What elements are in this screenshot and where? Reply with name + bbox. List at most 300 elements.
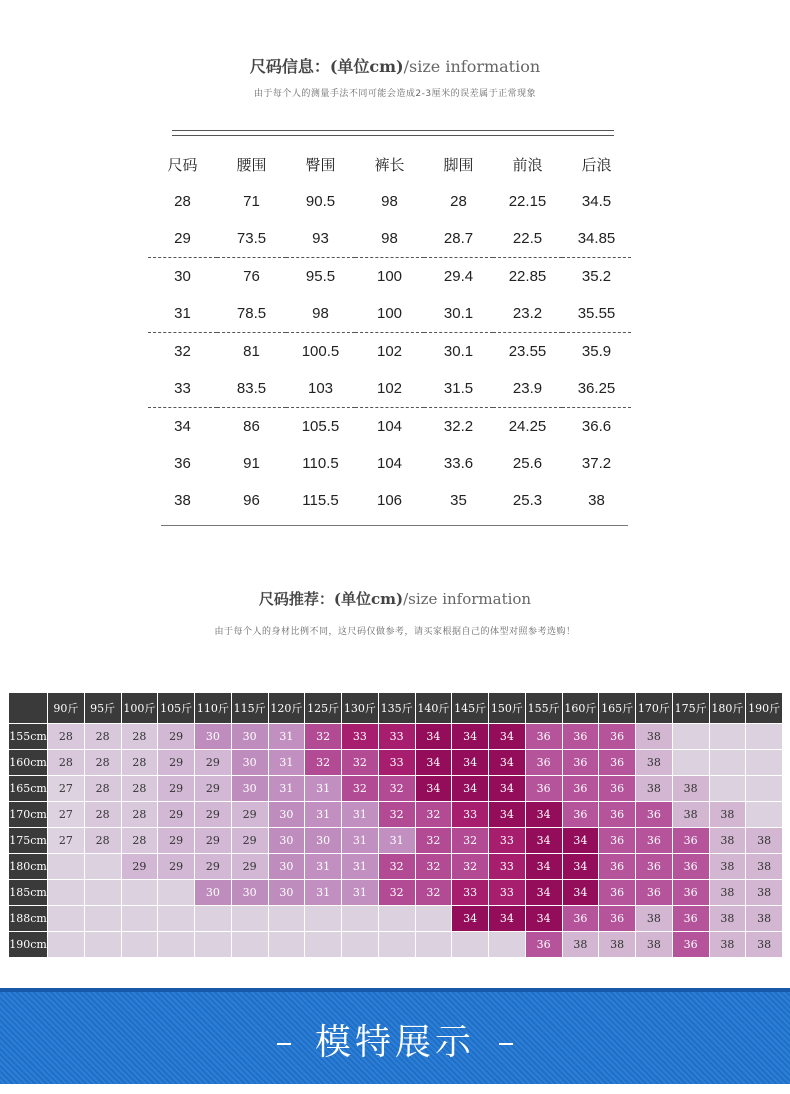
size-grid-cell: 31: [269, 776, 305, 801]
size-cell: 91: [243, 455, 260, 472]
size-grid-cell: [673, 724, 709, 749]
size-cell: 24.25: [493, 408, 562, 446]
size-cell: 95.5: [286, 258, 355, 296]
size-cell: 100: [376, 305, 403, 322]
size-grid-cell: 29: [195, 854, 231, 879]
size-grid-cell: 32: [342, 750, 378, 775]
size-header-cell: 尺码: [167, 157, 198, 174]
size-cell: 81: [217, 333, 286, 371]
size-grid-cell: 28: [85, 724, 121, 749]
size-grid-cell: 29: [158, 776, 194, 801]
height-label-cell: 175cm: [9, 828, 47, 853]
size-grid-cell: 27: [48, 776, 84, 801]
size-grid-cell: 34: [526, 828, 562, 853]
size-grid-cell: [673, 750, 709, 775]
size-grid-cell: 28: [85, 750, 121, 775]
size-info-title-en: /size information: [403, 57, 541, 76]
size-grid-cell: 29: [158, 854, 194, 879]
size-cell: 90.5: [305, 193, 336, 210]
size-grid-cell: 38: [710, 880, 746, 905]
size-grid-cell: 30: [232, 724, 268, 749]
table-row: [148, 220, 631, 258]
size-cell: 22.15: [508, 193, 547, 210]
size-grid-cell: 36: [563, 802, 599, 827]
size-info-note: 由于每个人的测量手法不同可能会造成2-3厘米的误差属于正常现象: [253, 89, 537, 99]
size-grid-cell: 38: [636, 750, 672, 775]
size-cell: 73.5: [236, 230, 267, 247]
size-grid-cell: 29: [232, 828, 268, 853]
size-cell: 35.9: [562, 333, 631, 371]
size-grid-cell: 36: [526, 932, 562, 957]
size-cell: 76: [217, 258, 286, 296]
height-label-cell: 180cm: [9, 854, 47, 879]
size-grid-cell: [158, 932, 194, 957]
size-grid-cell: 28: [48, 750, 84, 775]
size-grid-cell: 36: [599, 802, 635, 827]
size-grid-cell: 34: [416, 724, 452, 749]
size-grid-cell: 31: [305, 802, 341, 827]
size-cell: 35.2: [562, 258, 631, 296]
size-grid-cell: [48, 932, 84, 957]
table-row: [148, 258, 631, 296]
size-grid-cell: 36: [673, 932, 709, 957]
size-grid-cell: 33: [342, 724, 378, 749]
size-cell: 96: [243, 492, 260, 509]
size-cell: 34.85: [577, 230, 616, 247]
banner-title-row: [0, 1014, 790, 1065]
banner-left-dash: [277, 1043, 291, 1045]
size-grid-cell: 31: [269, 724, 305, 749]
size-grid-cell: 29: [195, 750, 231, 775]
table-row: [148, 408, 631, 446]
weight-header-cell: 180斤: [710, 693, 746, 723]
size-grid-cell: 31: [305, 880, 341, 905]
size-cell: 29: [174, 230, 191, 247]
weight-header-cell: 125斤: [305, 693, 341, 723]
size-grid-cell: [710, 776, 746, 801]
size-cell: 23.2: [512, 305, 543, 322]
size-grid-cell: 32: [379, 802, 415, 827]
size-cell: 104: [376, 455, 403, 472]
size-grid-cell: [452, 932, 488, 957]
size-grid-cell: 36: [599, 750, 635, 775]
size-grid-cell: 38: [746, 828, 782, 853]
size-cell: 86: [217, 408, 286, 446]
size-cell: 31: [174, 305, 191, 322]
size-cell: 78.5: [236, 305, 267, 322]
size-grid-cell: 34: [563, 854, 599, 879]
size-grid-cell: [379, 932, 415, 957]
size-grid-cell: 29: [158, 802, 194, 827]
size-grid-cell: 36: [673, 854, 709, 879]
size-grid-cell: 30: [232, 776, 268, 801]
size-grid-cell: 28: [122, 776, 158, 801]
size-grid-cell: 28: [122, 802, 158, 827]
size-grid-cell: 29: [195, 776, 231, 801]
size-cell: 33: [174, 380, 191, 397]
weight-header-cell: 170斤: [636, 693, 672, 723]
size-grid-cell: 38: [673, 802, 709, 827]
size-grid-cell: 32: [416, 828, 452, 853]
size-grid-cell: [305, 932, 341, 957]
size-cell: 36.6: [562, 408, 631, 446]
size-cell: 36: [174, 455, 191, 472]
top-faint-strip: [0, 0, 790, 6]
size-grid-cell: 29: [195, 828, 231, 853]
size-grid-cell: 34: [489, 906, 525, 931]
size-grid-cell: [746, 750, 782, 775]
weight-header-cell: 145斤: [452, 693, 488, 723]
size-cell: 30: [148, 258, 217, 296]
size-grid-cell: [85, 906, 121, 931]
size-grid-cell: [416, 906, 452, 931]
size-grid-cell: [710, 724, 746, 749]
size-cell: 28: [174, 193, 191, 210]
size-grid-cell: 38: [746, 880, 782, 905]
size-cell: 28: [450, 193, 467, 210]
size-grid-cell: 34: [526, 880, 562, 905]
size-grid-cell: 30: [269, 854, 305, 879]
size-cell: 32.2: [424, 408, 493, 446]
size-cell: 31.5: [443, 380, 474, 397]
size-grid-cell: [342, 932, 378, 957]
size-grid-cell: 34: [526, 854, 562, 879]
size-grid-cell: 31: [379, 828, 415, 853]
weight-header-cell: 130斤: [342, 693, 378, 723]
size-header-cell: 臀围: [305, 157, 336, 174]
size-grid-cell: 32: [416, 802, 452, 827]
banner-right-dash: [499, 1043, 513, 1045]
size-cell: 22.85: [493, 258, 562, 296]
size-grid-cell: 30: [195, 724, 231, 749]
size-grid-cell: [48, 880, 84, 905]
size-grid-cell: 31: [305, 776, 341, 801]
size-grid-cell: [379, 906, 415, 931]
size-grid-cell: 38: [710, 932, 746, 957]
size-grid-cell: 33: [489, 828, 525, 853]
weight-header-cell: 165斤: [599, 693, 635, 723]
size-grid-cell: 38: [636, 776, 672, 801]
size-grid-cell: [122, 906, 158, 931]
size-table-header: [148, 146, 631, 183]
size-grid-cell: 32: [416, 880, 452, 905]
height-label-cell: 155cm: [9, 724, 47, 749]
size-cell: 102: [355, 333, 424, 371]
size-grid-cell: 33: [452, 880, 488, 905]
size-grid-cell: [746, 802, 782, 827]
size-cell: 105.5: [286, 408, 355, 446]
size-cell: 33.6: [443, 455, 474, 472]
size-cell: 34.5: [581, 193, 612, 210]
size-grid-cell: 30: [232, 880, 268, 905]
size-cell: 25.3: [512, 492, 543, 509]
size-grid-cell: 34: [452, 724, 488, 749]
weight-header-cell: 175斤: [673, 693, 709, 723]
size-cell: 110.5: [302, 455, 339, 472]
size-grid-cell: 28: [85, 776, 121, 801]
size-grid-cell: 31: [342, 880, 378, 905]
size-grid-cell: 38: [746, 906, 782, 931]
size-grid-cell: 29: [195, 802, 231, 827]
size-grid-cell: 28: [48, 724, 84, 749]
size-grid-cell: 34: [489, 802, 525, 827]
size-grid-cell: 38: [746, 854, 782, 879]
size-grid-cell: 36: [526, 776, 562, 801]
size-grid-cell: 28: [122, 750, 158, 775]
size-grid-cell: 31: [269, 750, 305, 775]
weight-header-cell: 155斤: [526, 693, 562, 723]
size-cell: 115.5: [302, 492, 339, 509]
size-grid-cell: 29: [158, 828, 194, 853]
size-grid-cell: [416, 932, 452, 957]
size-grid-cell: 34: [526, 906, 562, 931]
size-grid-cell: 32: [452, 854, 488, 879]
table-row: [148, 295, 631, 333]
weight-header-cell: 105斤: [158, 693, 194, 723]
size-cell: 103: [307, 380, 334, 397]
table-row: [148, 370, 631, 408]
size-grid-cell: 36: [673, 906, 709, 931]
size-grid-cell: 38: [710, 854, 746, 879]
size-grid-cell: 28: [122, 724, 158, 749]
size-grid-cell: 36: [599, 906, 635, 931]
size-grid-cell: 33: [452, 802, 488, 827]
height-label-cell: 170cm: [9, 802, 47, 827]
size-grid-cell: 36: [636, 828, 672, 853]
size-grid-cell: 28: [85, 802, 121, 827]
size-grid-cell: [195, 906, 231, 931]
size-header-cell: 腰围: [236, 157, 267, 174]
size-grid-cell: [489, 932, 525, 957]
size-grid-cell: 36: [636, 802, 672, 827]
model-display-banner: [0, 988, 790, 1084]
size-grid-cell: 38: [710, 828, 746, 853]
size-grid-cell: 36: [526, 750, 562, 775]
size-cell: 35.55: [577, 305, 616, 322]
size-cell: 100: [355, 258, 424, 296]
size-info-title: [0, 54, 790, 77]
size-header-cell: 后浪: [581, 157, 612, 174]
size-grid-cell: 32: [342, 776, 378, 801]
size-grid-cell: 34: [489, 776, 525, 801]
size-grid-cell: [269, 906, 305, 931]
size-grid-cell: 34: [452, 750, 488, 775]
weight-header-cell: 115斤: [232, 693, 268, 723]
size-grid-cell: [305, 906, 341, 931]
table-row: [148, 482, 631, 519]
weight-header-cell: 95斤: [85, 693, 121, 723]
size-grid-cell: 34: [416, 776, 452, 801]
size-grid-cell: 30: [269, 828, 305, 853]
size-cell: 34: [148, 408, 217, 446]
size-table-body: [148, 183, 631, 519]
size-cell: 102: [376, 380, 403, 397]
size-grid-cell: 38: [636, 724, 672, 749]
size-grid-cell: 30: [269, 802, 305, 827]
size-grid-cell: 34: [526, 802, 562, 827]
size-grid-cell: 29: [232, 802, 268, 827]
size-header-cell: 裤长: [374, 157, 405, 174]
size-grid-cell: 27: [48, 828, 84, 853]
size-grid-cell: 32: [416, 854, 452, 879]
size-cell: 25.6: [512, 455, 543, 472]
weight-header-cell: 120斤: [269, 693, 305, 723]
size-grid-cell: 38: [563, 932, 599, 957]
size-cell: 38: [588, 492, 605, 509]
size-grid-cell: 38: [636, 906, 672, 931]
size-grid-cell: 36: [526, 724, 562, 749]
size-grid-cell: 36: [599, 724, 635, 749]
table-row: [148, 183, 631, 220]
size-cell: 104: [355, 408, 424, 446]
size-cell: 98: [381, 193, 398, 210]
size-grid-cell: 36: [599, 828, 635, 853]
size-grid-cell: 36: [599, 880, 635, 905]
size-grid-cell: [746, 776, 782, 801]
size-cell: 98: [312, 305, 329, 322]
weight-header-cell: 140斤: [416, 693, 452, 723]
size-grid-cell: 32: [305, 724, 341, 749]
double-rule-divider: [172, 130, 614, 136]
size-info-title-cn: 尺码信息：(单位cm): [249, 57, 404, 76]
weight-header-cell: 160斤: [563, 693, 599, 723]
size-header-cell: 脚围: [443, 157, 474, 174]
recommend-title-en: /size information: [403, 590, 532, 608]
recommend-title: [0, 588, 790, 609]
size-grid-cell: 29: [158, 750, 194, 775]
size-grid-cell: 36: [563, 750, 599, 775]
size-cell: 71: [243, 193, 260, 210]
size-grid-cell: [158, 906, 194, 931]
size-grid-cell: 34: [563, 880, 599, 905]
size-cell: 98: [381, 230, 398, 247]
size-grid-cell: [342, 906, 378, 931]
size-grid-cell: 34: [452, 906, 488, 931]
size-grid-cell: 30: [269, 880, 305, 905]
size-cell: 83.5: [236, 380, 267, 397]
size-grid-cell: 36: [599, 776, 635, 801]
recommend-title-cn: 尺码推荐：(单位cm): [258, 590, 404, 608]
size-grid-cell: 28: [122, 828, 158, 853]
weight-header-cell: 110斤: [195, 693, 231, 723]
size-grid-cell: 38: [746, 932, 782, 957]
weight-header-cell: 150斤: [489, 693, 525, 723]
size-grid-cell: 32: [379, 776, 415, 801]
table-row: [148, 445, 631, 482]
size-grid-cell: 29: [122, 854, 158, 879]
size-grid-cell: 30: [232, 750, 268, 775]
size-table-bottom-rule: [161, 525, 628, 526]
size-grid-cell: 34: [416, 750, 452, 775]
size-grid-cell: 31: [305, 854, 341, 879]
height-label-cell: 188cm: [9, 906, 47, 931]
size-cell: 23.9: [512, 380, 543, 397]
size-grid-cell: 31: [342, 802, 378, 827]
recommend-grid: [9, 693, 782, 957]
size-grid-cell: 34: [489, 750, 525, 775]
weight-header-cell: 100斤: [122, 693, 158, 723]
size-grid-cell: 34: [489, 724, 525, 749]
size-grid-cell: 33: [489, 854, 525, 879]
size-grid-cell: 36: [673, 880, 709, 905]
size-grid-cell: [48, 906, 84, 931]
height-label-cell: 185cm: [9, 880, 47, 905]
size-header-cell: 前浪: [512, 157, 543, 174]
size-cell: 23.55: [493, 333, 562, 371]
size-grid-cell: [85, 932, 121, 957]
size-cell: 32: [148, 333, 217, 371]
size-grid-cell: 30: [195, 880, 231, 905]
size-grid-cell: [710, 750, 746, 775]
size-cell: 37.2: [581, 455, 612, 472]
size-cell: 100.5: [286, 333, 355, 371]
size-grid-cell: 33: [379, 750, 415, 775]
size-grid-cell: 32: [452, 828, 488, 853]
size-grid-cell: [232, 906, 268, 931]
size-grid-cell: 36: [563, 906, 599, 931]
size-grid-cell: [746, 724, 782, 749]
size-grid-cell: 36: [636, 880, 672, 905]
height-label-cell: 190cm: [9, 932, 47, 957]
size-cell: 30.1: [443, 305, 474, 322]
weight-header-cell: 135斤: [379, 693, 415, 723]
size-grid-cell: 32: [379, 854, 415, 879]
size-grid-cell: [85, 854, 121, 879]
size-grid-cell: [48, 854, 84, 879]
size-grid-cell: 34: [452, 776, 488, 801]
size-grid-cell: 30: [305, 828, 341, 853]
size-grid-cell: [122, 880, 158, 905]
table-row: [148, 333, 631, 371]
size-grid-cell: [269, 932, 305, 957]
size-grid-cell: 38: [710, 802, 746, 827]
size-grid-cell: 38: [636, 932, 672, 957]
size-cell: 35: [450, 492, 467, 509]
size-grid-cell: 34: [563, 828, 599, 853]
size-cell: 38: [174, 492, 191, 509]
size-cell: 36.25: [577, 380, 616, 397]
size-grid-cell: 36: [636, 854, 672, 879]
size-grid-cell: 36: [599, 854, 635, 879]
size-grid-cell: 38: [710, 906, 746, 931]
height-label-cell: 165cm: [9, 776, 47, 801]
grid-corner-cell: [9, 693, 47, 723]
size-grid-cell: [85, 880, 121, 905]
size-grid-cell: [158, 880, 194, 905]
size-grid-cell: 27: [48, 802, 84, 827]
size-grid-cell: 36: [563, 776, 599, 801]
size-grid-cell: 32: [305, 750, 341, 775]
size-grid-cell: 33: [489, 880, 525, 905]
size-grid-cell: 38: [673, 776, 709, 801]
size-cell: 28.7: [443, 230, 474, 247]
weight-header-cell: 90斤: [48, 693, 84, 723]
size-grid-cell: 31: [342, 854, 378, 879]
size-cell: 29.4: [424, 258, 493, 296]
size-grid-cell: 29: [232, 854, 268, 879]
size-grid-cell: 31: [342, 828, 378, 853]
size-grid-cell: 36: [673, 828, 709, 853]
size-grid-cell: 29: [158, 724, 194, 749]
recommend-note: 由于每个人的身材比例不同，这尺码仅做参考，请买家根据自己的体型对照参考选购！: [214, 627, 576, 637]
size-grid-cell: 28: [85, 828, 121, 853]
height-label-cell: 160cm: [9, 750, 47, 775]
size-table: [148, 146, 631, 519]
size-cell: 93: [312, 230, 329, 247]
size-grid-cell: [122, 932, 158, 957]
size-grid-cell: [232, 932, 268, 957]
banner-title: 模特展示: [314, 1022, 475, 1063]
